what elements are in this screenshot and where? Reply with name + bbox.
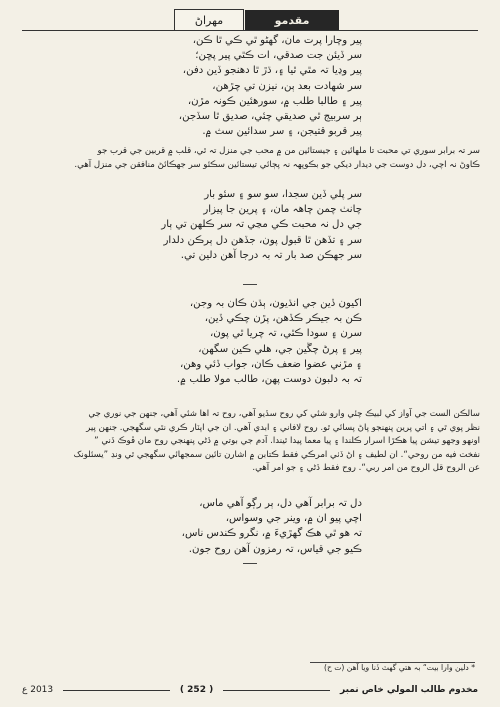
verse-line: ڪن بہ جيڪر ڪڏهن، پڙن چڪي ڏين،	[204, 313, 362, 325]
prose-line: عن الروح قل الروح من امر ربي“. روح فقط ڏڻي ۽ جو امر آهي.	[252, 463, 480, 474]
verse-line: اچي پيو ان ۾، وينر جي وسواس،	[225, 513, 362, 525]
verse-line: ۽ مڙني عضوا ضعف ڪان، جواب ڏئي وهن،	[179, 358, 362, 370]
footer-rule-right	[223, 690, 330, 691]
verse-line: پير وچارا پرت مان، گهڻو ٿي ڪي ٿا ڪن،	[192, 35, 362, 46]
prose-paragraph-1	[22, 145, 480, 172]
verse-line: تہ هو ٿي هڪ گهڙيءَ ۾، نگرو ڪندس ناس،	[181, 528, 362, 540]
verse-block-1	[140, 33, 362, 139]
page-number: ( 252 )	[179, 685, 214, 695]
verse-block-2	[140, 187, 362, 263]
verse-line: سر ڏيئن جت صدقي، ات ڪٿي پير پڇن؛	[195, 50, 362, 62]
page-footer	[22, 682, 478, 698]
verse-separator	[243, 284, 257, 285]
header-logo: مهراڻ	[174, 9, 244, 31]
verse-line: سر جهڪن صد بار تہ بہ درجا آهن دلين تي.	[180, 249, 362, 261]
footer-publication-title: مخدوم طالب المولي خاص نمبر	[339, 685, 479, 695]
verse-line: ٻر سربيج ٿي صديقي چئي، صديق ٿا سڏجن،	[178, 110, 362, 122]
verse-line: پير قربو قتيجن، ۽ سر سدائين سث ۾.	[202, 126, 362, 138]
header-rule	[22, 30, 478, 31]
verse-separator	[243, 563, 257, 564]
verse-line: دل تہ برابر آهي دل، ٻر رڳو آهي ماس،	[199, 498, 362, 509]
section-title: مقدمو	[245, 10, 339, 30]
verse-line: پير ۽ طالبا طلب ۾، سورهئين ڪونہ مڙن،	[187, 95, 362, 107]
verse-line: پير ۽ پرڻ چڱين جي، هلي ڪين سگهن،	[198, 343, 362, 355]
footnote: * دلين وارا بيت“ بہ هتي گهٽ ڏنا ويا آهن (ت ح)	[324, 663, 475, 672]
verse-line: سر پلي ڏين سجدا، سو سو ۽ سئو بار	[204, 189, 362, 200]
verse-line: ڪيو جي قياس، تہ رمزون آهن روح جون.	[188, 543, 362, 555]
prose-line: سالڪن الست جي آواز کي لبيڪ چئي وارو شئي کي روح سڏيو آهي، روح تہ اها شئي آهي، جنهن جي نوري جي	[88, 409, 480, 419]
verse-block-4	[140, 496, 362, 557]
verse-line: سر شهادت بعد ٻن، نيزن تي چڙهن،	[212, 80, 362, 92]
prose-line: ڪاوڻ نہ اچي، دل دوست جي ديدار ديکي جو بڪوپهہ نہ پڄائي تيستائين سڪئو سر جهڪائڻ منافقن جي منزل آهي.	[74, 159, 480, 170]
verse-line: چانٺ چمن چاهہ مان، ۽ پرين جا پيزار	[203, 204, 362, 216]
verse-line: تہ بہ دلبون دوست پهن، طالب مولا طلب ۾.	[176, 373, 362, 385]
verse-line: اکيون ڏين جي انڌيون، ٻڌن ڪان بہ وجن،	[189, 298, 362, 309]
verse-line: سرن ۽ سودا ڪٿي، تہ چريا ٿي پون،	[210, 328, 362, 340]
prose-line: نفخت فيه من روحي“. ان لطيف ۽ اڻ ڏٺي امرڪي فقط ڪتابن ۾ اشارن تائين سمجهائي سگهجي ٿي ونڊ ”يسئلونک	[73, 449, 480, 460]
prose-line: اونهو وجهو تيشن پيا هڪڙا اسرار ڪلندا ۽ پيا معما پيدا ٿيندا. آدم جي بوتي ۾ ڏڻي پنهنجي روح مان ڦوڪ ڏني ”	[94, 436, 480, 447]
verse-line: پير وڍيا تہ مٿي ٿيا ۽، ڌڙ ٿا دهنجو ڏين دفن،	[182, 65, 362, 77]
footer-rule-left	[63, 690, 170, 691]
prose-paragraph-2	[22, 408, 480, 476]
prose-line: نظر پوي ٿي ۽ اتي پرين پنهنجو پاڻ پسائي ٿو. روح لافاني ۽ ابدي آهي. ان جي اپٽار ڪري نٿي سگهجي. جنهن پير	[86, 422, 480, 433]
footer-year: 2013 ع	[22, 685, 54, 695]
verse-block-3	[140, 296, 362, 387]
prose-line: سر تہ برابر سوري تي محبت تا ملهائين ۽ جيستائين من ۾ محب جي منزل تہ ٿي، قلب ۾ قربين جي قرب جو	[97, 146, 480, 156]
verse-line: سر ۽ تڏهن ٿا قبول پون، جڏهن دل ٻرڪن دلدار	[163, 234, 362, 246]
verse-line: جي دل نہ محبت ڪي مڃي تہ سر ڪلهن تي ٻار	[161, 219, 362, 231]
